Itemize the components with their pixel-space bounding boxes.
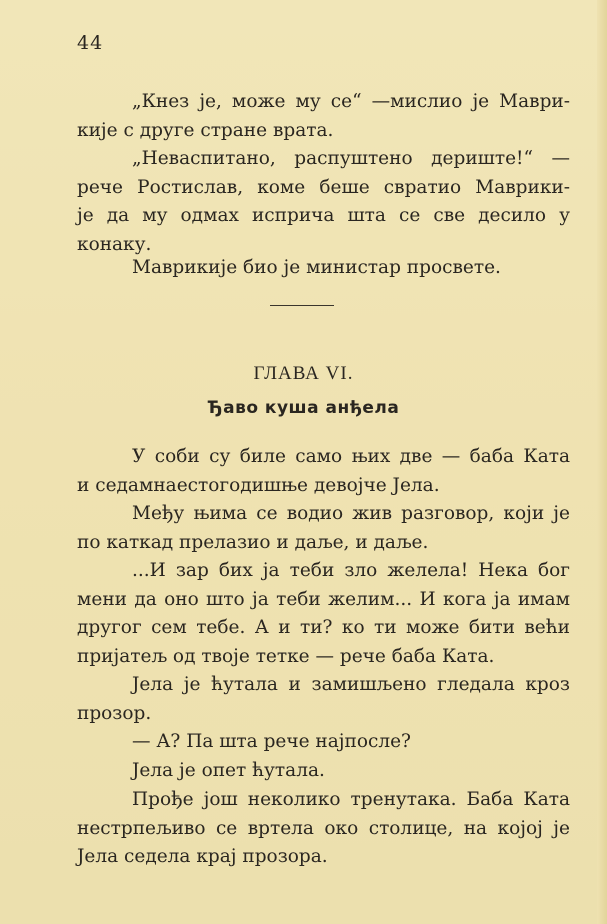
paragraph [77, 786, 570, 872]
text-line: Међу њима се водио жив разговор, који је [132, 503, 570, 524]
chapter-number: ГЛАВА VI. [253, 363, 354, 384]
paragraph [77, 728, 570, 757]
paragraph [77, 500, 570, 557]
page-edge-shadow [597, 0, 607, 924]
paragraph [77, 254, 570, 283]
paragraph [77, 443, 570, 500]
text-line: пријатељ од твоје тетке — рече баба Ката. [77, 645, 495, 667]
text-line: и седамнаестогодишње девојче Јела. [77, 474, 440, 496]
page-number: 44 [77, 32, 104, 54]
text-line: Маврикије био је министар просвете. [132, 257, 501, 278]
text-line: Јела је ћутала и замишљено гледала кроз [132, 674, 570, 695]
text-line: је да му одмах исприча шта се све десило у [77, 205, 570, 226]
paragraph [77, 757, 570, 786]
paragraph [77, 88, 570, 145]
text-line: другог сем тебе. А и ти? ко ти може бити већи [77, 617, 570, 638]
text-line: „Неваспитано, распуштено дериште!“ — [132, 148, 570, 169]
paragraph [77, 671, 570, 728]
text-line: „Кнез је, може му се“ —мислио је Маври- [132, 91, 570, 112]
paragraph [77, 145, 570, 259]
text-line: Јела је опет ћутала. [132, 760, 325, 781]
text-line: Прође још неколико тренутака. Баба Ката [132, 789, 570, 810]
text-line: ...И зар бих ја теби зло желела! Нека бог [132, 560, 570, 581]
text-line: прозор. [77, 702, 152, 724]
section-divider [270, 305, 334, 306]
text-line: конаку. [77, 233, 152, 255]
paragraph [77, 557, 570, 671]
text-line: У соби су биле само њих две — баба Ката [132, 446, 570, 467]
text-line: рече Ростислав, коме беше свратио Маврики- [77, 176, 570, 198]
text-line: кије с друге стране врата. [77, 119, 334, 141]
chapter-title: Ђаво куша анђела [207, 398, 400, 418]
text-line: — А? Па шта рече најпосле? [132, 731, 411, 752]
text-line: Јела седела крај прозора. [77, 846, 328, 867]
text-line: нестрпељиво се вртела око столице, на којој је [77, 817, 570, 839]
text-line: по каткад прелазио и даље, и даље. [77, 531, 429, 553]
text-line: мени да оно што ја теби желим... И кога ја имам [77, 588, 570, 610]
